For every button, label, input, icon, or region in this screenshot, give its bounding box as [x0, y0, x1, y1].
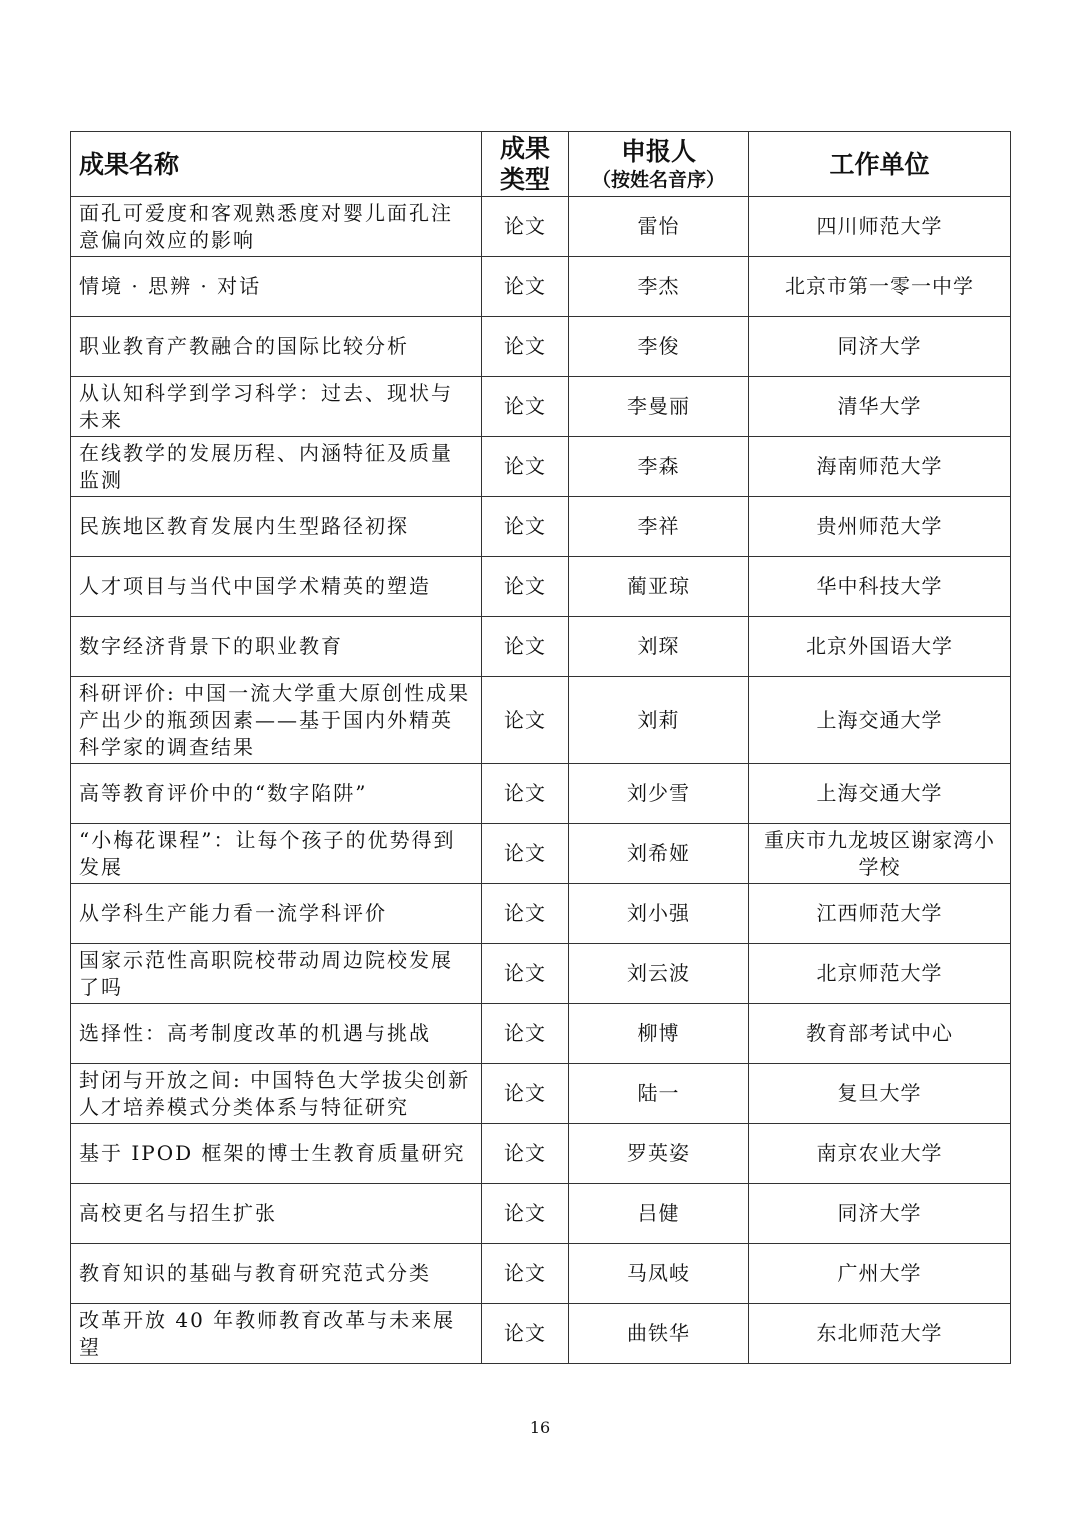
row-type: 论文 [482, 197, 569, 257]
row-title: 职业教育产教融合的国际比较分析 [71, 317, 482, 377]
row-person: 李曼丽 [569, 377, 749, 437]
row-person: 刘莉 [569, 677, 749, 764]
row-unit: 复旦大学 [749, 1064, 1011, 1124]
table-row [71, 257, 1011, 317]
row-person: 吕健 [569, 1184, 749, 1244]
row-type: 论文 [482, 677, 569, 764]
row-unit: 广州大学 [749, 1244, 1011, 1304]
row-type: 论文 [482, 1004, 569, 1064]
row-type: 论文 [482, 437, 569, 497]
header-person [569, 132, 749, 197]
row-person: 柳博 [569, 1004, 749, 1064]
table-row [71, 377, 1011, 437]
row-unit: 海南师范大学 [749, 437, 1011, 497]
row-title: 高校更名与招生扩张 [71, 1184, 482, 1244]
row-unit: 四川师范大学 [749, 197, 1011, 257]
row-unit: 清华大学 [749, 377, 1011, 437]
table-row [71, 1184, 1011, 1244]
row-person: 刘少雪 [569, 764, 749, 824]
row-person: 刘小强 [569, 884, 749, 944]
table-row [71, 944, 1011, 1004]
row-person: 李森 [569, 437, 749, 497]
row-title: 基于 IPOD 框架的博士生教育质量研究 [71, 1124, 482, 1184]
row-type: 论文 [482, 884, 569, 944]
row-person: 马凤岐 [569, 1244, 749, 1304]
row-person: 曲铁华 [569, 1304, 749, 1364]
row-title: 科研评价: 中国一流大学重大原创性成果产出少的瓶颈因素——基于国内外精英科学家的调查结果 [71, 677, 482, 764]
row-unit: 上海交通大学 [749, 764, 1011, 824]
row-type: 论文 [482, 1304, 569, 1364]
row-person: 罗英姿 [569, 1124, 749, 1184]
header-person-main: 申报人 [620, 136, 696, 166]
table-row [71, 1244, 1011, 1304]
row-type: 论文 [482, 824, 569, 884]
table-row [71, 617, 1011, 677]
row-unit: 贵州师范大学 [749, 497, 1011, 557]
row-unit: 北京师范大学 [749, 944, 1011, 1004]
row-title: 封闭与开放之间: 中国特色大学拔尖创新人才培养模式分类体系与特征研究 [71, 1064, 482, 1124]
row-unit: 华中科技大学 [749, 557, 1011, 617]
row-title: 情境 · 思辨 · 对话 [71, 257, 482, 317]
row-type: 论文 [482, 497, 569, 557]
row-type: 论文 [482, 1124, 569, 1184]
row-type: 论文 [482, 257, 569, 317]
results-table [70, 131, 1011, 1364]
table-header-row [71, 132, 1011, 197]
row-person: 李祥 [569, 497, 749, 557]
row-unit: 江西师范大学 [749, 884, 1011, 944]
table-row [71, 497, 1011, 557]
row-type: 论文 [482, 557, 569, 617]
header-unit: 工作单位 [749, 132, 1011, 197]
table-row [71, 677, 1011, 764]
table-row [71, 824, 1011, 884]
row-title: 选择性：高考制度改革的机遇与挑战 [71, 1004, 482, 1064]
table-row [71, 1064, 1011, 1124]
row-unit: 南京农业大学 [749, 1124, 1011, 1184]
row-person: 刘琛 [569, 617, 749, 677]
row-title: 从认知科学到学习科学：过去、现状与未来 [71, 377, 482, 437]
row-type: 论文 [482, 944, 569, 1004]
row-type: 论文 [482, 1064, 569, 1124]
page-number: 16 [529, 1418, 551, 1437]
row-title: 面孔可爱度和客观熟悉度对婴儿面孔注意偏向效应的影响 [71, 197, 482, 257]
row-title: 高等教育评价中的“数字陷阱” [71, 764, 482, 824]
row-type: 论文 [482, 764, 569, 824]
row-type: 论文 [482, 617, 569, 677]
row-type: 论文 [482, 1244, 569, 1304]
row-unit: 教育部考试中心 [749, 1004, 1011, 1064]
row-person: 李杰 [569, 257, 749, 317]
row-unit: 东北师范大学 [749, 1304, 1011, 1364]
row-type: 论文 [482, 1184, 569, 1244]
row-title: 民族地区教育发展内生型路径初探 [71, 497, 482, 557]
row-person: 蔺亚琼 [569, 557, 749, 617]
row-person: 刘云波 [569, 944, 749, 1004]
row-title: 改革开放 40 年教师教育改革与未来展望 [71, 1304, 482, 1364]
row-type: 论文 [482, 317, 569, 377]
row-title: 教育知识的基础与教育研究范式分类 [71, 1244, 482, 1304]
header-title: 成果名称 [71, 132, 482, 197]
row-unit: 北京市第一零一中学 [749, 257, 1011, 317]
row-title: 国家示范性高职院校带动周边院校发展了吗 [71, 944, 482, 1004]
row-title: 数字经济背景下的职业教育 [71, 617, 482, 677]
table-row [71, 1004, 1011, 1064]
table-row [71, 197, 1011, 257]
row-type: 论文 [482, 377, 569, 437]
row-person: 李俊 [569, 317, 749, 377]
table-row [71, 884, 1011, 944]
row-unit: 上海交通大学 [749, 677, 1011, 764]
header-type: 成果类型 [482, 132, 569, 197]
table-row [71, 1124, 1011, 1184]
table-row [71, 437, 1011, 497]
row-person: 刘希娅 [569, 824, 749, 884]
table-row [71, 764, 1011, 824]
table-row [71, 557, 1011, 617]
row-unit: 同济大学 [749, 1184, 1011, 1244]
row-title: 从学科生产能力看一流学科评价 [71, 884, 482, 944]
row-person: 陆一 [569, 1064, 749, 1124]
row-unit: 重庆市九龙坡区谢家湾小学校 [749, 824, 1011, 884]
header-person-sub: （按姓名音序） [591, 168, 725, 191]
row-title: 人才项目与当代中国学术精英的塑造 [71, 557, 482, 617]
table-row [71, 1304, 1011, 1364]
row-person: 雷怡 [569, 197, 749, 257]
row-title: 在线教学的发展历程、内涵特征及质量监测 [71, 437, 482, 497]
table-row [71, 317, 1011, 377]
row-unit: 北京外国语大学 [749, 617, 1011, 677]
row-title: “小梅花课程”：让每个孩子的优势得到发展 [71, 824, 482, 884]
row-unit: 同济大学 [749, 317, 1011, 377]
